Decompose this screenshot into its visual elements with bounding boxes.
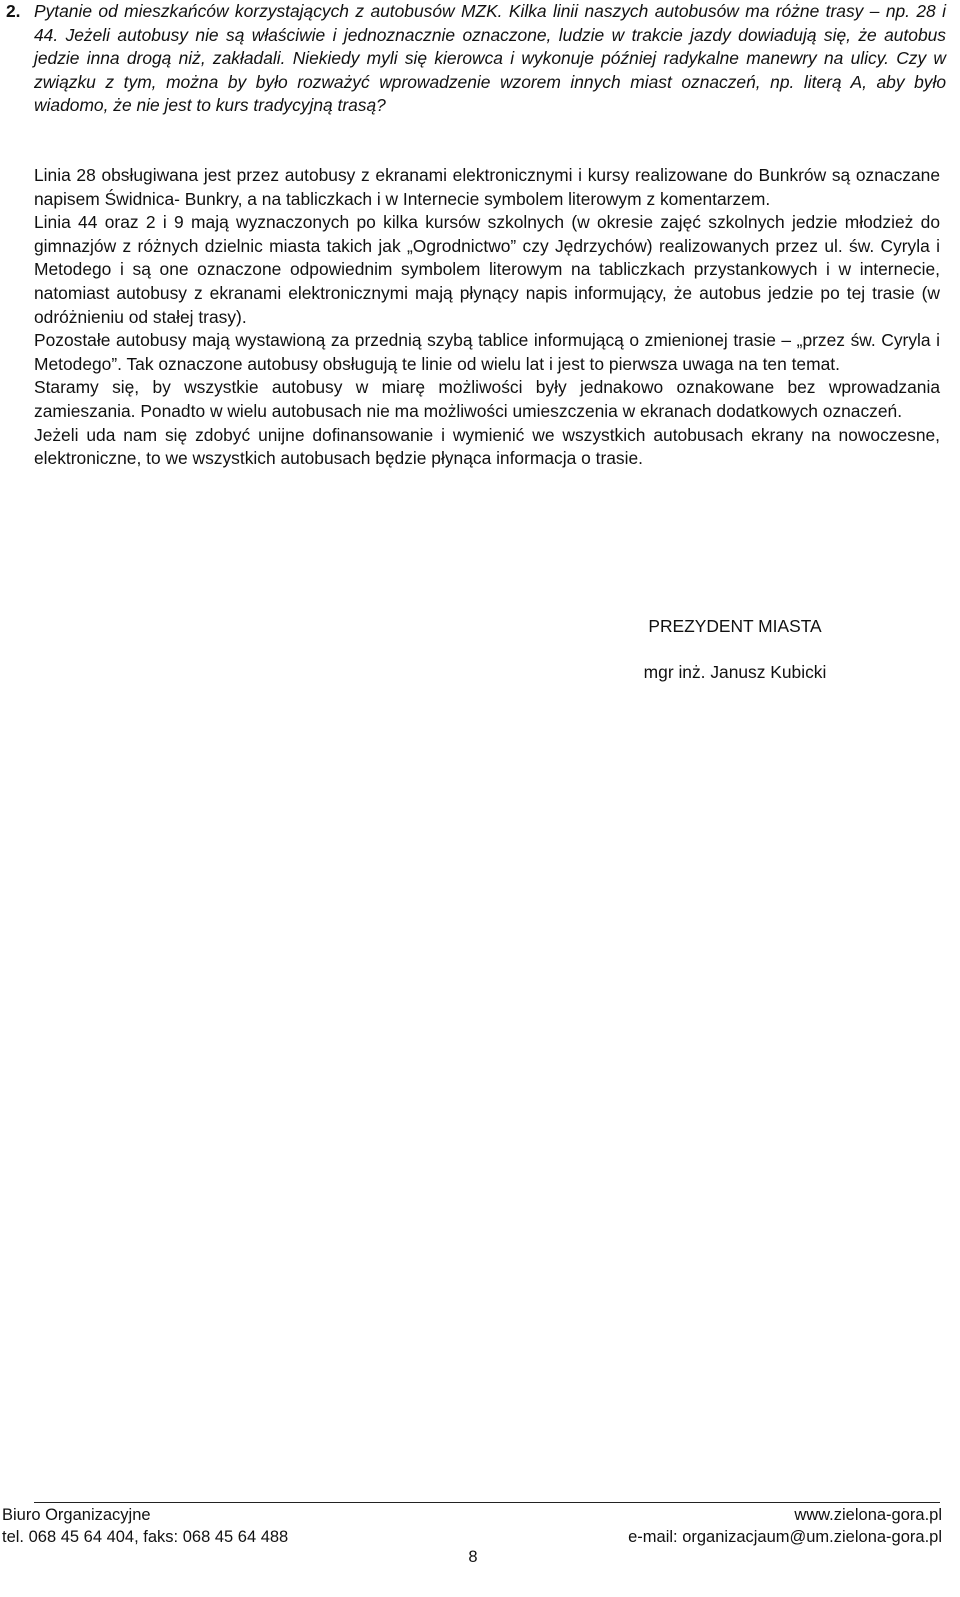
page-number: 8 [468, 1548, 478, 1566]
footer-phone: tel. 068 45 64 404, faks: 068 45 64 488 [2, 1528, 289, 1546]
answer-block [34, 164, 940, 471]
footer-divider [34, 1502, 940, 1503]
question-number: 2. [6, 1, 21, 21]
answer-paragraph: Jeżeli uda nam się zdobyć unijne dofinansowanie i wymienić we wszystkich autobusach ekrany na nowoczesne, elektroniczne, to we wszystkich autobusach będzie płynąca informacja o trasie. [34, 424, 940, 469]
footer-office: Biuro Organizacyjne [2, 1506, 151, 1524]
answer-paragraph: Linia 44 oraz 2 i 9 mają wyznaczonych po kilka kursów szkolnych (w okresie zajęć szkolnych jedzie młodzież do gimnazjów z różnych dzielnic miasta takich jak „Ogrodnictwo” czy Jędrzychów) realizowanych przez ul. św. Cyryla i Metodego i są one oznaczone odpowiednim symbolem literowym na tabliczkach przystankowych i w internecie, natomiast autobusy z ekranami elektronicznymi mają płynący napis informujący, że autobus jedzie po tej trasie (w odróżnieniu od stałej trasy). [34, 212, 940, 327]
footer-website-link[interactable]: www.zielona-gora.pl [794, 1506, 942, 1524]
signature-name: mgr inż. Janusz Kubicki [643, 662, 827, 682]
question-text: Pytanie od mieszkańców korzystających z autobusów MZK. Kilka linii naszych autobusów ma różne trasy – np. 28 i 44. Jeżeli autobusy nie są właściwie i jednoznacznie oznaczone, ludzie w trakcie jazdy dowiadują się, że autobus jedzie inna drogą niż, zakładali. Niekiedy myli się kierowca i wykonuje później radykalne manewry na ulicy. Czy w związku z tym, można by było rozważyć wprowadzenie wzorem innych miast oznaczeń, np. literą A, aby było wiadomo, że nie jest to kurs tradycyjną trasą? [34, 1, 946, 116]
answer-paragraph: Pozostałe autobusy mają wystawioną za przednią szybą tablice informującą o zmienionej trasie – „przez św. Cyryla i Metodego”. Tak oznaczone autobusy obsługują te linie od wielu lat i jest to pierwsza uwaga na ten temat. [34, 330, 940, 374]
signature-title: PREZYDENT MIASTA [648, 616, 822, 636]
answer-paragraph: Staramy się, by wszystkie autobusy w miarę możliwości były jednakowo oznakowane bez wprowadzania zamieszania. Ponadto w wielu autobusach nie ma możliwości umieszczenia w ekranach dodatkowych oznaczeń. [34, 377, 940, 421]
answer-paragraph: Linia 28 obsługiwana jest przez autobusy z ekranami elektronicznymi i kursy realizowane do Bunkrów są oznaczane napisem Świdnica- Bunkry, a na tabliczkach i w Internecie symbolem literowym z komentarzem. [34, 165, 940, 209]
question-block [6, 0, 946, 118]
footer-email-link[interactable]: e-mail: organizacjaum@um.zielona-gora.pl [628, 1528, 942, 1546]
